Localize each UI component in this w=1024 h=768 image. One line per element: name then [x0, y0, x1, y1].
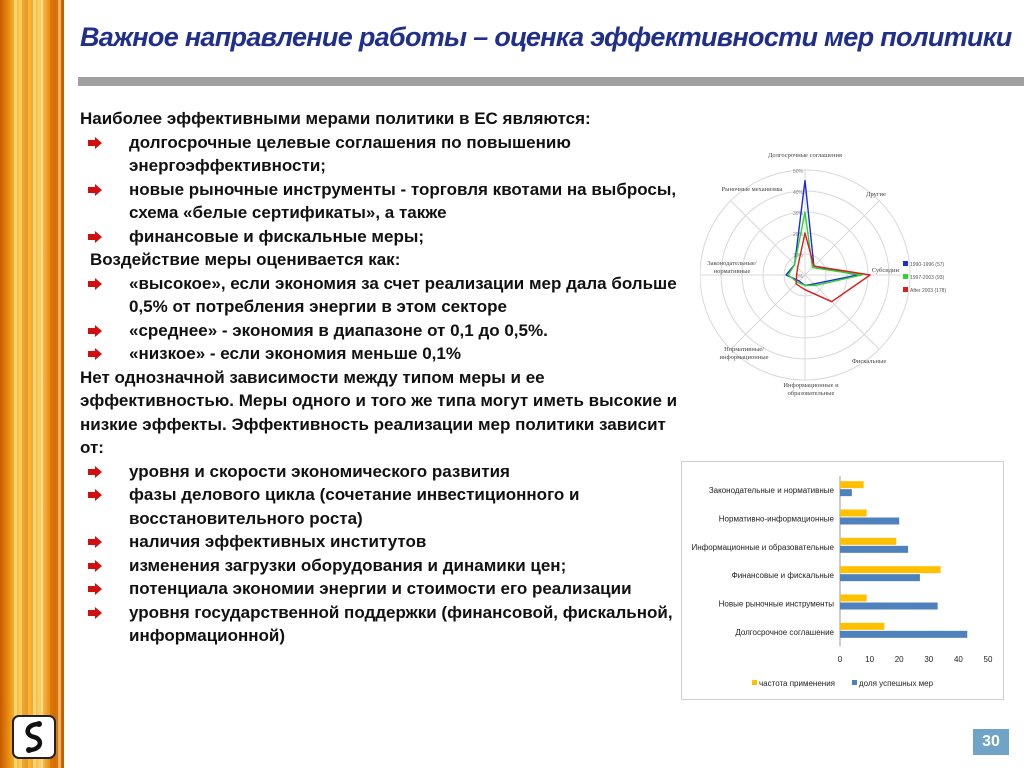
bullet-text: «среднее» - экономия в диапазоне от 0,1 до 0,5%.: [129, 320, 548, 340]
radar-axis-label: Информационные и образовательные: [783, 382, 839, 397]
bar-chart: [682, 462, 1003, 699]
red-arrow-bullet-icon: [88, 137, 102, 149]
bar-frequency: [840, 623, 884, 630]
bullet-text: финансовые и фискальные меры;: [129, 226, 425, 246]
bar-success: [840, 603, 938, 610]
bar-frequency: [840, 510, 867, 517]
radar-tick-label: 0%: [795, 274, 803, 280]
bar-legend-swatch: [752, 680, 757, 685]
bullet-text: «высокое», если экономия за счет реализации мер дала больше 0,5% от потребления энергии в этом секторе: [129, 273, 677, 316]
bar-success: [840, 489, 852, 496]
radar-tick-label: 40%: [792, 190, 803, 196]
red-arrow-bullet-icon: [88, 607, 102, 619]
bar-legend-label: частота применения: [759, 679, 835, 688]
bar-frequency: [840, 481, 864, 488]
bar-success: [840, 546, 908, 553]
radar-axis-label: Фискальные: [851, 358, 887, 365]
bullet-list: [80, 272, 680, 366]
red-arrow-bullet-icon: [88, 278, 102, 290]
bullet-item: [80, 483, 680, 530]
radar-legend-label: After 2003 (178): [910, 288, 947, 294]
bullet-item: [80, 577, 680, 601]
red-arrow-bullet-icon: [88, 560, 102, 572]
radar-spoke: [805, 275, 879, 349]
radar-axis-label: Долгосрочные соглашения: [767, 152, 843, 159]
title-divider: [78, 77, 1024, 86]
bullet-item: [80, 319, 680, 343]
bullet-text: долгосрочные целевые соглашения по повышению энергоэффективности;: [129, 132, 571, 175]
bar-frequency: [840, 566, 941, 573]
red-arrow-bullet-icon: [88, 489, 102, 501]
red-arrow-bullet-icon: [88, 325, 102, 337]
radar-legend-swatch: [903, 287, 908, 292]
bar-x-tick-label: 0: [837, 655, 843, 664]
bar-x-tick-label: 50: [983, 655, 993, 664]
radar-tick-label: 10%: [792, 253, 803, 259]
bullet-text: наличия эффективных институтов: [129, 532, 427, 551]
bullet-item: [80, 460, 680, 484]
radar-axis-label: Законодательные/ нормативные: [707, 260, 757, 275]
bar-legend-swatch: [852, 680, 857, 685]
radar-axis-label: Рыночные механизмы: [721, 186, 783, 193]
bar-success: [840, 631, 967, 638]
bullet-text: изменения загрузки оборудования и динамики цен;: [129, 555, 567, 575]
bullet-item: [80, 342, 680, 366]
radar-legend-swatch: [903, 274, 908, 279]
radar-axis-label: Нормативные/ информационные: [719, 346, 769, 361]
red-arrow-bullet-icon: [88, 583, 102, 595]
bullet-item: [80, 601, 680, 648]
bullet-text: новые рыночные инструменты - торговля квотами на выбросы, схема «белые сертификаты», а также: [129, 179, 677, 222]
radar-axis-label: Другие: [866, 191, 886, 198]
bar-x-tick-label: 40: [953, 655, 963, 664]
bar-category-label: Нормативно-информационные: [718, 514, 834, 524]
bar-legend-label: доля успешных мер: [859, 679, 934, 688]
bar-frequency: [840, 538, 896, 545]
radar-tick-label: 20%: [792, 232, 803, 238]
bar-success: [840, 574, 920, 581]
radar-legend-label: 1990-1996 (57): [910, 262, 945, 268]
intro-paragraph: Воздействие меры оценивается как:: [90, 250, 401, 269]
decorative-side-band: [0, 0, 64, 768]
bar-x-tick-label: 30: [924, 655, 934, 664]
radar-tick-label: 30%: [792, 211, 803, 217]
radar-legend-label: 1997-2003 (93): [910, 275, 945, 281]
bar-category-label: Законодательные и нормативные: [708, 486, 834, 496]
radar-legend-swatch: [903, 261, 908, 266]
bullet-item: [80, 225, 680, 249]
bullet-text: уровня и скорости экономического развития: [129, 461, 510, 481]
red-arrow-bullet-icon: [88, 536, 102, 548]
radar-axis-label: Субсидии: [871, 267, 899, 274]
radar-spoke: [731, 275, 805, 349]
bullet-text: фазы делового цикла (сочетание инвестиционного и восстановительного роста): [129, 485, 580, 528]
bullet-text: потенциала экономии энергии и стоимости его реализации: [129, 579, 632, 598]
bullet-list: [80, 460, 680, 648]
bar-category-label: Долгосрочное соглашение: [735, 627, 834, 637]
page-number-badge: 30: [973, 729, 1009, 755]
red-arrow-bullet-icon: [88, 466, 102, 478]
bullet-text: «низкое» - если экономия меньше 0,1%: [129, 344, 461, 363]
bar-chart-panel: [681, 461, 1004, 700]
intro-paragraph: Наиболее эффективными мерами политики в ЕС являются:: [80, 109, 591, 128]
bullet-item: [80, 530, 680, 554]
bar-x-tick-label: 10: [865, 655, 875, 664]
radar-chart: [700, 145, 950, 405]
bar-category-label: Информационные и образовательные: [691, 542, 834, 552]
radar-spoke: [805, 201, 879, 275]
radar-tick-label: 50%: [792, 169, 803, 175]
company-logo-icon: [12, 715, 56, 759]
slide-title: Важное направление работы – оценка эффективности мер политики: [80, 22, 1012, 52]
bar-success: [840, 518, 899, 525]
intro-paragraph: Нет однозначной зависимости между типом меры и ее эффективностью. Меры одного и того же типа могут иметь высокие и низкие эффекты. Эффективность реализации мер политики зависит от:: [80, 367, 678, 457]
slide-body: [80, 107, 680, 648]
bullet-item: [80, 272, 680, 319]
red-arrow-bullet-icon: [88, 231, 102, 243]
bar-category-label: Новые рыночные инструменты: [718, 599, 834, 609]
bar-frequency: [840, 595, 867, 602]
bullet-item: [80, 554, 680, 578]
bar-category-label: Финансовые и фискальные: [731, 571, 834, 581]
bullet-list: [80, 131, 680, 249]
bullet-item: [80, 131, 680, 178]
bar-x-tick-label: 20: [894, 655, 904, 664]
bullet-text: уровня государственной поддержки (финансовой, фискальной, информационной): [129, 602, 673, 645]
red-arrow-bullet-icon: [88, 184, 102, 196]
red-arrow-bullet-icon: [88, 348, 102, 360]
bullet-item: [80, 178, 680, 225]
